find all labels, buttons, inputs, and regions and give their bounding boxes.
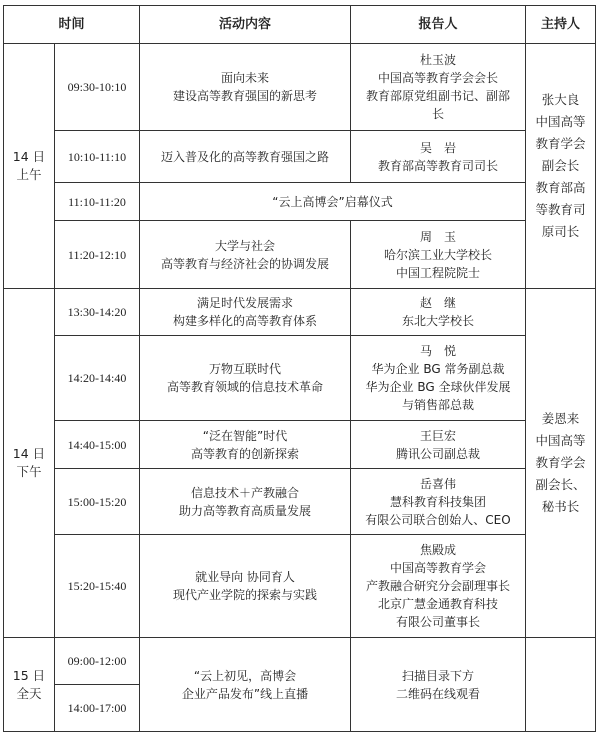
speaker-cell: 岳喜伟 慧科教育科技集团 有限公司联合创始人、CEO bbox=[351, 469, 526, 535]
content-cell: 满足时代发展需求 构建多样化的高等教育体系 bbox=[140, 289, 351, 336]
speaker-cell: 赵 继 东北大学校长 bbox=[351, 289, 526, 336]
time-cell: 14:40-15:00 bbox=[55, 421, 140, 469]
content-cell: 大学与社会 高等教育与经济社会的协调发展 bbox=[140, 221, 351, 289]
time-cell: 11:10-11:20 bbox=[55, 183, 140, 221]
day-cell: 14 日 下午 bbox=[4, 289, 55, 638]
time-cell: 09:00-12:00 bbox=[55, 638, 140, 685]
day-cell: 15 日 全天 bbox=[4, 638, 55, 732]
speaker-cell: 杜玉波 中国高等教育学会会长 教育部原党组副书记、副部 长 bbox=[351, 44, 526, 131]
header-speaker: 报告人 bbox=[351, 6, 526, 44]
speaker-cell: 周 玉 哈尔滨工业大学校长 中国工程院院士 bbox=[351, 221, 526, 289]
table-row bbox=[4, 221, 596, 289]
schedule-table bbox=[3, 5, 596, 732]
table-row bbox=[4, 469, 596, 535]
host-cell-am: 张大良 中国高等 教育学会 副会长 教育部高 等教育司 原司长 bbox=[526, 44, 596, 289]
time-cell: 14:20-14:40 bbox=[55, 336, 140, 421]
time-cell: 10:10-11:10 bbox=[55, 131, 140, 183]
content-cell: 迈入普及化的高等教育强国之路 bbox=[140, 131, 351, 183]
day-cell: 14 日 上午 bbox=[4, 44, 55, 289]
content-cell: “泛在智能”时代 高等教育的创新探索 bbox=[140, 421, 351, 469]
table-row bbox=[4, 421, 596, 469]
table-row bbox=[4, 638, 596, 685]
content-cell: 万物互联时代 高等教育领域的信息技术革命 bbox=[140, 336, 351, 421]
table-row bbox=[4, 336, 596, 421]
table-row bbox=[4, 44, 596, 131]
speaker-cell: 焦殿成 中国高等教育学会 产教融合研究分会副理事长 北京广慧金通教育科技 有限公司董事长 bbox=[351, 535, 526, 638]
ceremony-cell: “云上高博会”启幕仪式 bbox=[140, 183, 526, 221]
host-cell-empty bbox=[526, 638, 596, 732]
speaker-cell: 扫描目录下方 二维码在线观看 bbox=[351, 638, 526, 732]
time-cell: 14:00-17:00 bbox=[55, 685, 140, 732]
table-row bbox=[4, 131, 596, 183]
host-cell-pm: 姜恩来 中国高等 教育学会 副会长、 秘书长 bbox=[526, 289, 596, 638]
content-cell: 面向未来 建设高等教育强国的新思考 bbox=[140, 44, 351, 131]
header-time: 时间 bbox=[4, 6, 140, 44]
speaker-cell: 吴 岩 教育部高等教育司司长 bbox=[351, 131, 526, 183]
time-cell: 11:20-12:10 bbox=[55, 221, 140, 289]
table-row bbox=[4, 289, 596, 336]
time-cell: 15:20-15:40 bbox=[55, 535, 140, 638]
header-row bbox=[4, 6, 596, 44]
time-cell: 15:00-15:20 bbox=[55, 469, 140, 535]
header-content: 活动内容 bbox=[140, 6, 351, 44]
content-cell: 信息技术＋产教融合 助力高等教育高质量发展 bbox=[140, 469, 351, 535]
time-cell: 13:30-14:20 bbox=[55, 289, 140, 336]
speaker-cell: 马 悦 华为企业 BG 常务副总裁 华为企业 BG 全球伙伴发展 与销售部总裁 bbox=[351, 336, 526, 421]
table-row bbox=[4, 535, 596, 638]
time-cell: 09:30-10:10 bbox=[55, 44, 140, 131]
header-host: 主持人 bbox=[526, 6, 596, 44]
content-cell: 就业导向 协同育人 现代产业学院的探索与实践 bbox=[140, 535, 351, 638]
table-row bbox=[4, 183, 596, 221]
speaker-cell: 王巨宏 腾讯公司副总裁 bbox=[351, 421, 526, 469]
content-cell: “云上初见，高博会 企业产品发布”线上直播 bbox=[140, 638, 351, 732]
